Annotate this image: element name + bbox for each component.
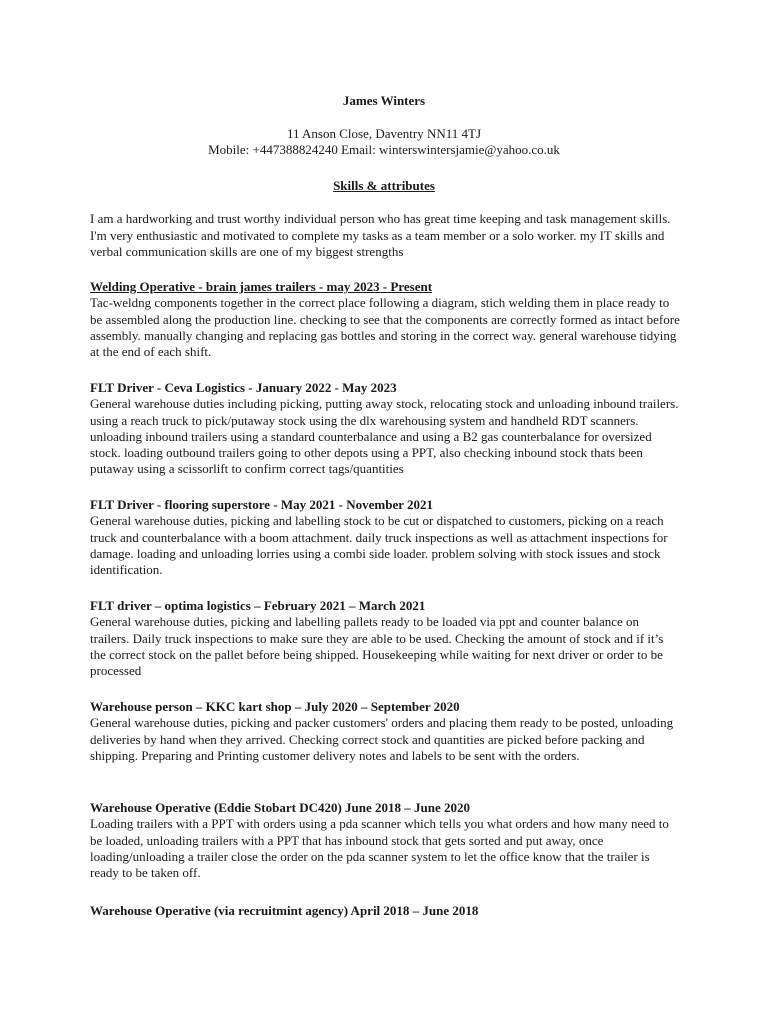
job-title: FLT Driver - Ceva Logistics - January 2022 - May 2023: [90, 380, 397, 395]
job-entry: [90, 800, 680, 881]
job-title: Warehouse person – KKC kart shop – July 2020 – September 2020: [90, 699, 460, 714]
job-title: Warehouse Operative (Eddie Stobart DC420) June 2018 – June 2020: [90, 800, 471, 815]
job-description: General warehouse duties, picking and labelling stock to be cut or dispatched to customers, picking on a reach truck and counterbalance with a boom attachment. daily truck inspections as well as attachment inspections for damage. loading and unloading lorries using a combi side loader. problem solving with stock issues and stock identification.: [90, 513, 668, 578]
candidate-address: 11 Anson Close, Daventry NN11 4TJ: [286, 126, 482, 141]
job-description: General warehouse duties, picking and packer customers' orders and placing them ready to be posted, unloading deliveries by hand when they arrived. Checking correct stock and quantities are picked before packing and shipping. Preparing and Printing customer delivery notes and labels to be sent with the orders.: [90, 715, 674, 763]
job-entry: [90, 903, 680, 919]
job-description: General warehouse duties including picking, putting away stock, relocating stock and unloading inbound trailers. using a reach truck to pick/putaway stock using the dlx warehousing system and handheld RDT scanners. unloading inbound trailers using a standard counterbalance and using a B2 gas counterbalance for oversized stock. loading outbound trailers going to other depots using a PPT, also checking inbound stock thats been putaway using a scissorlift to confirm correct tags/quantities: [90, 396, 679, 477]
job-entry: [90, 279, 680, 360]
job-title: Welding Operative - brain james trailers - may 2023 - Present: [90, 279, 433, 294]
job-description: Loading trailers with a PPT with orders using a pda scanner which tells you what orders and how many need to be loaded, unloading trailers with a PPT that has inbound stock that gets sorted and put away, once loading/unloading a trailer close the order on the pda scanner system to let the office know that the trailer is ready to be taken off.: [90, 816, 669, 881]
candidate-contact: Mobile: +447388824240 Email: winterswintersjamie@yahoo.co.uk: [208, 142, 560, 157]
job-description: Tac-weldng components together in the correct place following a diagram, stich welding them in place ready to be assembled along the production line. checking to see that the components are correctly formed as intact before assembly. manually changing and replacing gas bottles and storing in the correct way. general warehouse tidying at the end of each shift.: [90, 295, 680, 360]
job-title: Warehouse Operative (via recruitmint agency) April 2018 – June 2018: [90, 903, 479, 918]
skills-heading: Skills & attributes: [333, 178, 435, 193]
job-entry: [90, 380, 680, 478]
job-entry: [90, 598, 680, 679]
job-description: General warehouse duties, picking and labelling pallets ready to be loaded via ppt and counter balance on trailers. Daily truck inspections to make sure they are able to be used. Checking the amount of stock and if it’s the correct stock on the pallet before being shipped. Housekeeping while waiting for next driver or order to be processed: [90, 614, 664, 679]
job-entry: [90, 497, 680, 578]
candidate-name: James Winters: [342, 93, 426, 108]
skills-summary: I am a hardworking and trust worthy individual person who has great time keeping and task management skills. I'm very enthusiastic and motivated to complete my tasks as a team member or a solo worker. my IT skills and verbal communication skills are one of my biggest strengths: [90, 211, 671, 259]
job-entry: [90, 699, 680, 764]
job-title: FLT Driver - flooring superstore - May 2021 - November 2021: [90, 497, 434, 512]
job-title: FLT driver – optima logistics – February 2021 – March 2021: [90, 598, 426, 613]
